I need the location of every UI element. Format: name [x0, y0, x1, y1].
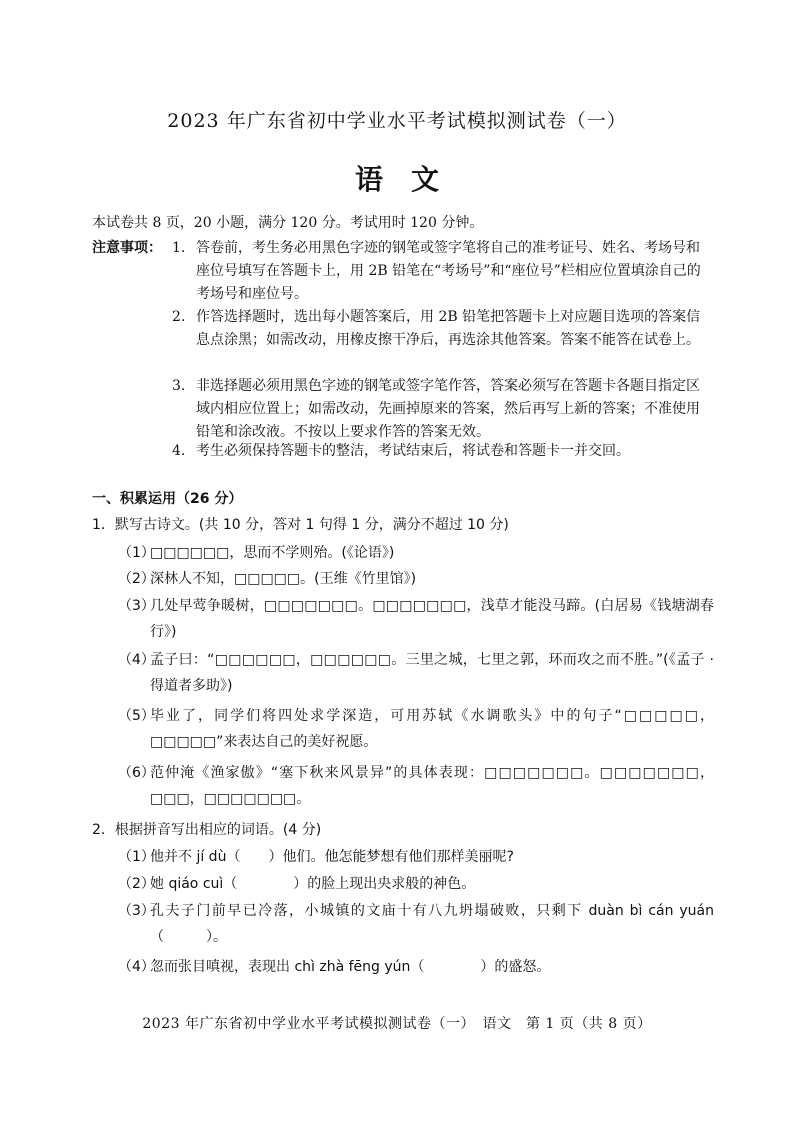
question-2-item — [118, 898, 714, 950]
notice-text: 作答选择题时，选出每小题答案后，用 2B 铅笔把答题卡上对应题目选项的答案信息点涂黑；如需改动，用橡皮擦干净后，再选涂其他答案。答案不能答在试卷上。 — [196, 309, 701, 348]
question-2-item — [118, 954, 714, 980]
question-1-item — [118, 703, 714, 755]
notice-item — [172, 237, 712, 306]
notice-number: 1. — [172, 240, 186, 256]
question-1-heading: 1．默写古诗文。(共 10 分，答对 1 句得 1 分，满分不超过 10 分) — [92, 517, 509, 533]
question-2-heading: 2．根据拼音写出相应的词语。(4 分) — [92, 822, 322, 838]
notice-number: 3. — [172, 378, 186, 394]
item-text: 孔夫子门前早已冷落，小城镇的文庙十有八九坍塌破败，只剩下 duàn bì cán yuán（ ）。 — [150, 903, 714, 945]
question-2-item — [118, 844, 714, 870]
item-number: （5） — [118, 708, 155, 724]
item-text: 他并不 jí dù（ ）他们。他怎能梦想有他们那样美丽呢? — [150, 849, 514, 865]
item-number: （3） — [118, 598, 155, 614]
notice-text: 考生必须保持答题卡的整洁，考试结束后，将试卷和答题卡一并交回。 — [196, 443, 630, 459]
section-heading: 一、积累运用（26 分） — [92, 491, 243, 507]
question-1-item — [118, 760, 714, 812]
item-number: （1） — [118, 849, 155, 865]
item-number: （4） — [118, 652, 155, 668]
item-number: （1） — [118, 545, 155, 561]
notice-item — [172, 306, 712, 352]
notice-item — [172, 440, 712, 463]
notice-text: 非选择题必须用黑色字迹的钢笔或签字笔作答，答案必须写在答题卡各题目指定区域内相应位置上；如需改动，先画掉原来的答案，然后再写上新的答案；不准使用铅笔和涂改液。不按以上要求作答的答案无效。 — [196, 378, 700, 440]
question-1-item — [118, 593, 714, 645]
item-text: □□□□□□，思而不学则殆。(《论语》) — [150, 545, 395, 561]
question-1-item — [118, 540, 714, 566]
question-1-item — [118, 647, 714, 699]
item-text: 几处早莺争暖树，□□□□□□□。□□□□□□□，浅草才能没马蹄。(白居易《钱塘湖春行》) — [150, 598, 714, 640]
exam-info: 本试卷共 8 页，20 小题，满分 120 分。考试用时 120 分钟。 — [92, 215, 484, 231]
item-number: （2） — [118, 571, 155, 587]
item-text: 孟子曰：“□□□□□□，□□□□□□。三里之城，七里之郭，环而攻之而不胜。”(《孟子 · 得道者多助》) — [150, 652, 714, 694]
notice-label: 注意事项： — [92, 240, 162, 256]
item-number: （2） — [118, 876, 155, 892]
item-text: 深林人不知，□□□□□。(王维《竹里馆》) — [150, 571, 417, 587]
question-1-item — [118, 566, 714, 592]
item-number: （6） — [118, 765, 155, 781]
item-text: 毕业了，同学们将四处求学深造，可用苏轼《水调歌头》中的句子“□□□□□，□□□□□”来表达自己的美好祝愿。 — [150, 708, 714, 750]
notice-text: 答卷前，考生务必用黑色字迹的钢笔或签字笔将自己的准考证号、姓名、考场号和座位号填写在答题卡上，用 2B 铅笔在“考场号”和“座位号”栏相应位置填涂自己的考场号和座位号。 — [196, 240, 701, 302]
item-number: （3） — [118, 903, 155, 919]
item-text: 范仲淹《渔家傲》“塞下秋来风景异”的具体表现：□□□□□□□。□□□□□□□，□□□，□□□□□□□。 — [150, 765, 714, 807]
page-footer: 2023 年广东省初中学业水平考试模拟测试卷（一） 语文 第 1 页（共 8 页） — [142, 1016, 652, 1032]
notice-number: 4. — [172, 443, 186, 459]
question-2-item — [118, 871, 714, 897]
item-number: （4） — [118, 959, 155, 975]
subject-heading: 语文 — [354, 163, 467, 196]
item-text: 她 qiáo cuì（ ）的脸上现出央求般的神色。 — [150, 876, 476, 892]
exam-title: 2023 年广东省初中学业水平考试模拟测试卷（一） — [167, 110, 627, 132]
notice-number: 2. — [172, 309, 186, 325]
item-text: 忽而张目嗔视，表现出 chì zhà fēng yún（ ）的盛怒。 — [150, 959, 551, 975]
notice-item — [172, 375, 712, 444]
